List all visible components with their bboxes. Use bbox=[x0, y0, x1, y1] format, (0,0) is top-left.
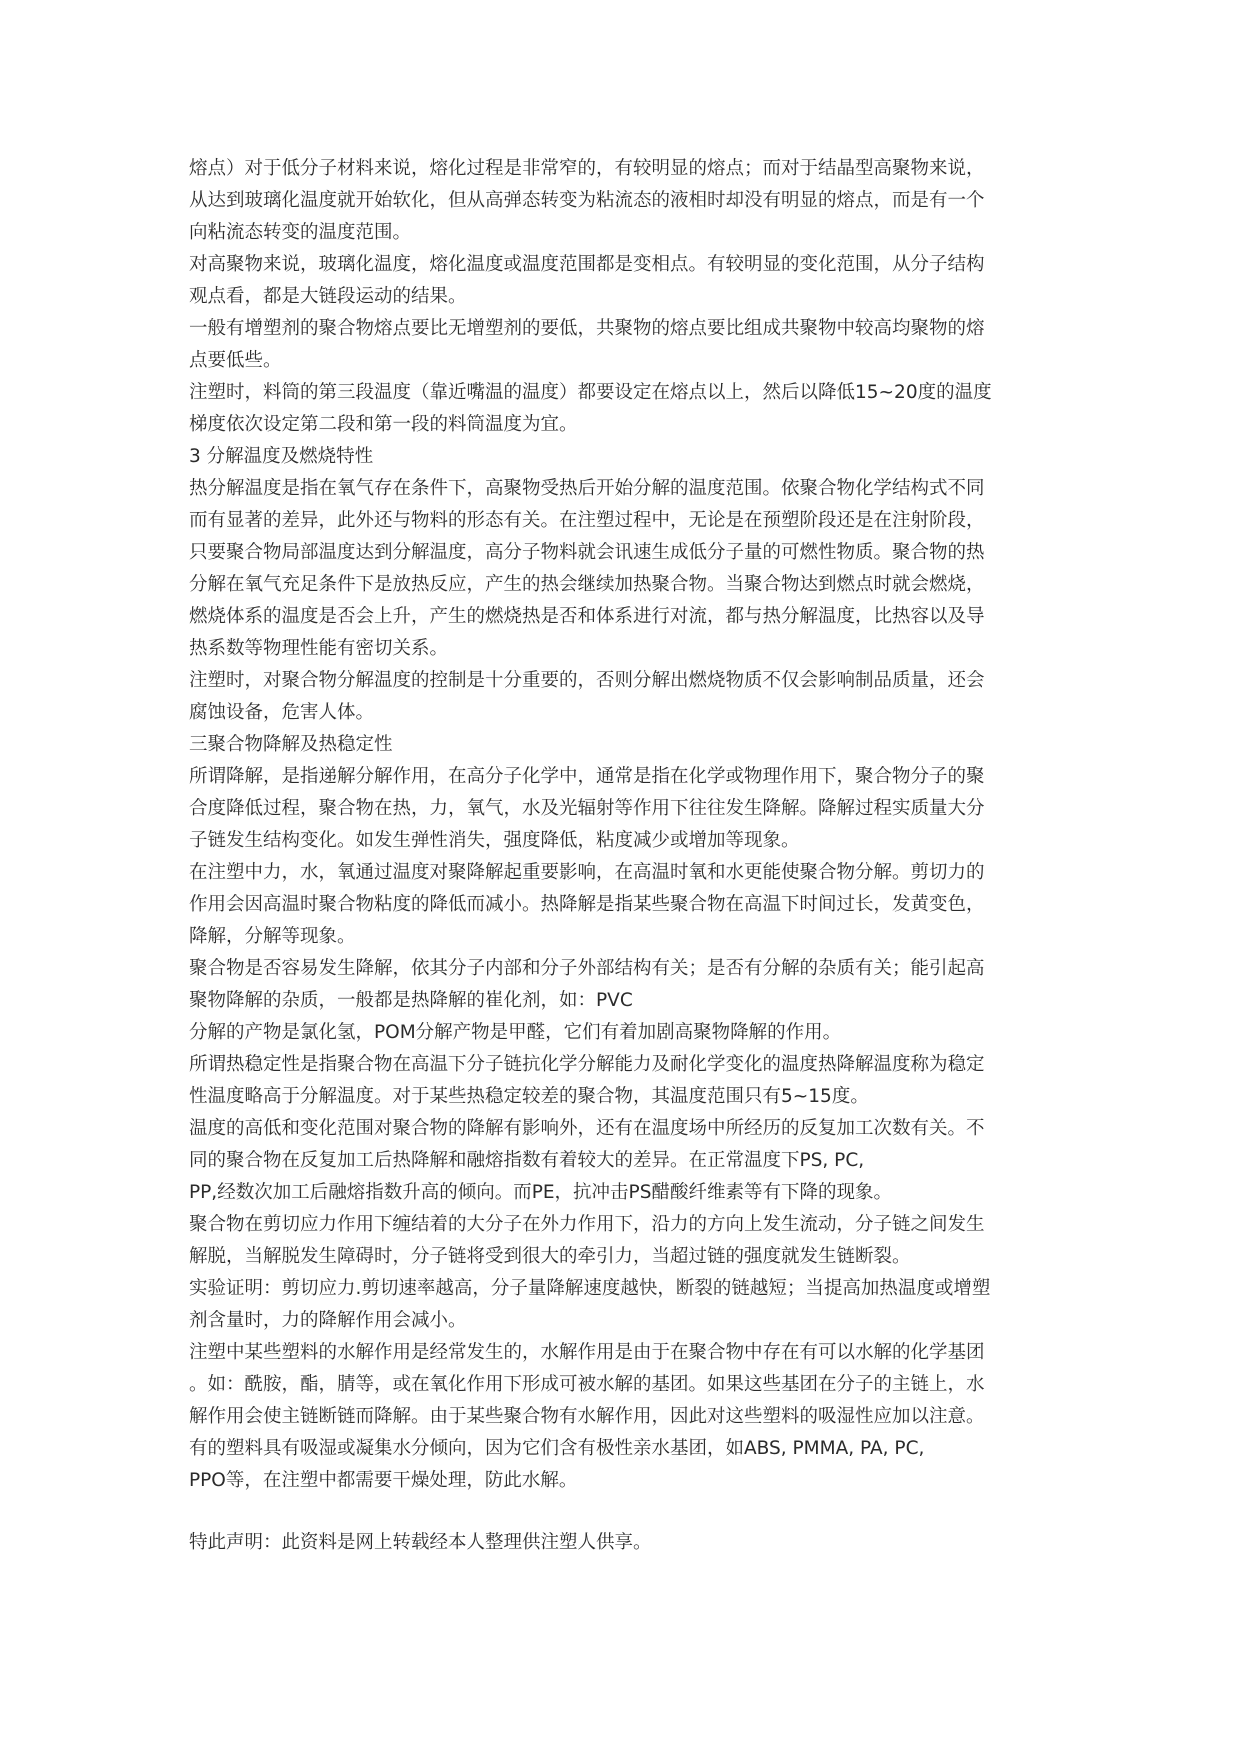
text-line: 点要低些。 bbox=[189, 350, 282, 371]
text-line: 分解在氧气充足条件下是放热反应，产生的热会继续加热聚合物。当聚合物达到燃点时就会燃烧， bbox=[189, 574, 985, 595]
text-line: 温度的高低和变化范围对聚合物的降解有影响外，还有在温度场中所经历的反复加工次数有关。不 bbox=[189, 1118, 985, 1139]
text-line: 子链发生结构变化。如发生弹性消失，强度降低，粘度减少或增加等现象。 bbox=[189, 830, 800, 851]
text-line: 有的塑料具有吸湿或凝集水分倾向，因为它们含有极性亲水基团，如ABS, PMMA, PA, PC, bbox=[189, 1438, 925, 1459]
text-line: 分解的产物是氯化氢，POM分解产物是甲醛，它们有着加剧高聚物降解的作用。 bbox=[189, 1022, 842, 1043]
text-line: 注塑时，料筒的第三段温度（靠近嘴温的温度）都要设定在熔点以上，然后以降低15~20度的温度 bbox=[189, 382, 992, 403]
text-line: 只要聚合物局部温度达到分解温度，高分子物料就会讯速生成低分子量的可燃性物质。聚合物的热 bbox=[189, 542, 985, 563]
paragraph bbox=[189, 1273, 1057, 1337]
text-line: PP,经数次加工后融熔指数升高的倾向。而PE，抗冲击PS醋酸纤维素等有下降的现象。 bbox=[189, 1182, 892, 1203]
section-heading bbox=[189, 441, 1057, 473]
text-line: 在注塑中力，水，氧通过温度对聚降解起重要影响，在高温时氧和水更能使聚合物分解。剪切力的 bbox=[189, 862, 985, 883]
text-line: 作用会因高温时聚合物粘度的降低而减小。热降解是指某些聚合物在高温下时间过长，发黄变色， bbox=[189, 894, 985, 915]
paragraph bbox=[189, 1113, 1057, 1177]
text-line: 实验证明：剪切应力.剪切速率越高，分子量降解速度越快，断裂的链越短；当提高加热温度或增塑 bbox=[189, 1278, 991, 1299]
text-line: 注塑中某些塑料的水解作用是经常发生的，水解作用是由于在聚合物中存在有可以水解的化学基团 bbox=[189, 1342, 985, 1363]
text-line: 所谓热稳定性是指聚合物在高温下分子链抗化学分解能力及耐化学变化的温度热降解温度称为稳定 bbox=[189, 1054, 985, 1075]
text-line: 所谓降解，是指递解分解作用，在高分子化学中，通常是指在化学或物理作用下，聚合物分子的聚 bbox=[189, 766, 985, 787]
text-line: 三聚合物降解及热稳定性 bbox=[189, 734, 393, 755]
text-line: 3 分解温度及燃烧特性 bbox=[189, 446, 374, 467]
text-line: 聚合物在剪切应力作用下缠结着的大分子在外力作用下，沿力的方向上发生流动，分子链之间发生 bbox=[189, 1214, 985, 1235]
text-line: 聚物降解的杂质，一般都是热降解的崔化剂，如：PVC bbox=[189, 990, 633, 1011]
text-line: 而有显著的差异，此外还与物料的形态有关。在注塑过程中，无论是在预塑阶段还是在注射阶段， bbox=[189, 510, 985, 531]
paragraph bbox=[189, 377, 1057, 441]
text-line: 腐蚀设备，危害人体。 bbox=[189, 702, 375, 723]
paragraph bbox=[189, 761, 1057, 857]
blank-spacer bbox=[189, 1497, 1057, 1527]
paragraph bbox=[189, 665, 1057, 729]
text-line: 从达到玻璃化温度就开始软化，但从高弹态转变为粘流态的液相时却没有明显的熔点，而是有一个 bbox=[189, 190, 985, 211]
footer-note bbox=[189, 1527, 1057, 1559]
text-line: 性温度略高于分解温度。对于某些热稳定较差的聚合物，其温度范围只有5~15度。 bbox=[189, 1086, 869, 1107]
paragraph bbox=[189, 953, 1057, 1017]
text-line: 同的聚合物在反复加工后热降解和融熔指数有着较大的差异。在正常温度下PS, PC, bbox=[189, 1150, 865, 1171]
paragraph bbox=[189, 1465, 1057, 1497]
document-body bbox=[189, 153, 1057, 1559]
paragraph bbox=[189, 1049, 1057, 1113]
section-heading bbox=[189, 729, 1057, 761]
text-line: 。如：酰胺，酯，腈等，或在氧化作用下形成可被水解的基团。如果这些基团在分子的主链上，水 bbox=[189, 1374, 985, 1395]
text-line: 合度降低过程，聚合物在热，力，氧气，水及光辐射等作用下往往发生降解。降解过程实质量大分 bbox=[189, 798, 985, 819]
paragraph bbox=[189, 153, 1057, 249]
paragraph bbox=[189, 473, 1057, 665]
paragraph bbox=[189, 313, 1057, 377]
paragraph bbox=[189, 1209, 1057, 1273]
text-line: 解脱，当解脱发生障碍时，分子链将受到很大的牵引力，当超过链的强度就发生链断裂。 bbox=[189, 1246, 911, 1267]
text-line: 对高聚物来说，玻璃化温度，熔化温度或温度范围都是变相点。有较明显的变化范围，从分子结构 bbox=[189, 254, 985, 275]
text-line: 注塑时，对聚合物分解温度的控制是十分重要的，否则分解出燃烧物质不仅会影响制品质量，还会 bbox=[189, 670, 985, 691]
text-line: 聚合物是否容易发生降解，依其分子内部和分子外部结构有关；是否有分解的杂质有关；能引起高 bbox=[189, 958, 985, 979]
paragraph bbox=[189, 249, 1057, 313]
text-line: 热分解温度是指在氧气存在条件下，高聚物受热后开始分解的温度范围。依聚合物化学结构式不同 bbox=[189, 478, 985, 499]
text-line: 特此声明：此资料是网上转载经本人整理供注塑人供享。 bbox=[189, 1532, 652, 1553]
text-line: 降解，分解等现象。 bbox=[189, 926, 356, 947]
paragraph bbox=[189, 857, 1057, 953]
text-line: 向粘流态转变的温度范围。 bbox=[189, 222, 412, 243]
text-line: 熔点）对于低分子材料来说，熔化过程是非常窄的，有较明显的熔点；而对于结晶型高聚物来说， bbox=[189, 158, 985, 179]
text-line: PPO等，在注塑中都需要干燥处理，防此水解。 bbox=[189, 1470, 578, 1491]
paragraph bbox=[189, 1017, 1057, 1049]
text-line: 燃烧体系的温度是否会上升，产生的燃烧热是否和体系进行对流，都与热分解温度，比热容以及导 bbox=[189, 606, 985, 627]
text-line: 一般有增塑剂的聚合物熔点要比无增塑剂的要低，共聚物的熔点要比组成共聚物中较高均聚物的熔 bbox=[189, 318, 985, 339]
paragraph bbox=[189, 1177, 1057, 1209]
text-line: 热系数等物理性能有密切关系。 bbox=[189, 638, 449, 659]
text-line: 解作用会使主链断链而降解。由于某些聚合物有水解作用，因此对这些塑料的吸湿性应加以注意。 bbox=[189, 1406, 985, 1427]
text-line: 剂含量时，力的降解作用会减小。 bbox=[189, 1310, 467, 1331]
paragraph bbox=[189, 1337, 1057, 1465]
text-line: 观点看，都是大链段运动的结果。 bbox=[189, 286, 467, 307]
text-line: 梯度依次设定第二段和第一段的料筒温度为宜。 bbox=[189, 414, 578, 435]
